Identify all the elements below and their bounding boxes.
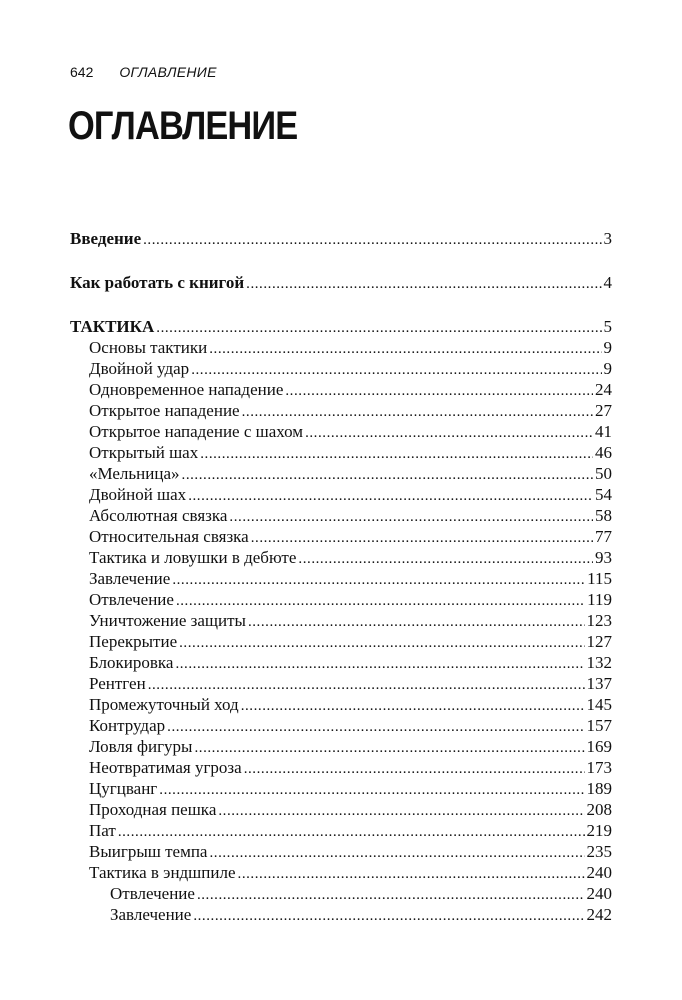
toc-entry-page: 115 — [587, 569, 612, 588]
toc-entry-title: Введение — [70, 229, 142, 248]
toc-tactics-section — [70, 317, 612, 926]
toc-leader-dots — [248, 611, 585, 632]
toc-entry-title: Пат — [89, 821, 116, 840]
toc-entry-page: 123 — [586, 611, 612, 630]
toc-entry-title: Отвлечение — [89, 590, 174, 609]
toc-leader-dots — [175, 653, 584, 674]
toc-leader-dots — [118, 821, 585, 842]
toc-entry[interactable] — [70, 863, 612, 884]
page-title: ОГЛАВЛЕНИЕ — [68, 104, 298, 148]
toc-leader-dots — [179, 632, 584, 653]
toc-entry[interactable] — [70, 674, 612, 695]
toc-entry[interactable] — [70, 632, 612, 653]
toc-leader-dots — [156, 317, 601, 338]
toc-entry-title: Открытое нападение с шахом — [89, 422, 304, 441]
toc-entry-title: Двойной удар — [89, 359, 190, 378]
toc-entry-page: 208 — [586, 800, 612, 819]
toc-entry[interactable] — [70, 611, 612, 632]
toc-entry[interactable] — [70, 443, 612, 464]
toc-entry-title: «Мельница» — [89, 464, 180, 483]
toc-entry-title: Проходная пешка — [89, 800, 217, 819]
toc-entry-title: Ловля фигуры — [89, 737, 193, 756]
toc-entry-title: Основы тактики — [89, 338, 208, 357]
toc-entry-page: 240 — [586, 884, 612, 903]
toc-entry-page: 50 — [595, 464, 612, 483]
toc-leader-dots — [143, 229, 601, 250]
toc-leader-dots — [242, 401, 593, 422]
toc-entry-title: Тактика и ловушки в дебюте — [89, 548, 297, 567]
toc-entry-title: Одновременное нападение — [89, 380, 284, 399]
toc-entry[interactable] — [70, 695, 612, 716]
toc-leader-dots — [229, 506, 593, 527]
toc-entry[interactable] — [70, 401, 612, 422]
toc-entry[interactable] — [70, 905, 612, 926]
toc-entry-page: 4 — [603, 273, 612, 292]
toc-entry-page: 235 — [586, 842, 612, 861]
toc-tactics-list — [70, 338, 612, 884]
toc-entry[interactable] — [70, 506, 612, 527]
toc-entry-page: 173 — [586, 758, 612, 777]
toc-entry-page: 93 — [595, 548, 612, 567]
toc-entry-page: 24 — [595, 380, 612, 399]
toc-entry-title: Рентген — [89, 674, 146, 693]
toc-entry-title: Неотвратимая угроза — [89, 758, 242, 777]
toc-entry-title: Выигрыш темпа — [89, 842, 208, 861]
toc-entry-title: Перекрытие — [89, 632, 178, 651]
toc-entry-page: 5 — [603, 317, 612, 336]
toc-entry-title: Контрудар — [89, 716, 166, 735]
toc-entry-page: 27 — [595, 401, 612, 420]
toc-entry-how-to[interactable] — [70, 273, 612, 294]
toc-entry-page: 145 — [586, 695, 612, 714]
toc-how-to — [70, 273, 612, 294]
toc-leader-dots — [285, 380, 593, 401]
toc-entry-page: 219 — [586, 821, 612, 840]
toc-leader-dots — [246, 273, 601, 294]
toc-entry[interactable] — [70, 716, 612, 737]
toc-entry[interactable] — [70, 422, 612, 443]
toc-entry-title: Открытый шах — [89, 443, 199, 462]
toc-entry[interactable] — [70, 800, 612, 821]
running-head — [70, 64, 217, 80]
toc-entry[interactable] — [70, 779, 612, 800]
toc-entry-page: 9 — [603, 359, 612, 378]
toc-entry-title: Тактика в эндшпиле — [89, 863, 236, 882]
toc-leader-dots — [188, 485, 593, 506]
toc-leader-dots — [159, 779, 584, 800]
toc-entry-title: Абсолютная связка — [89, 506, 228, 525]
toc-entry-tactics[interactable] — [70, 317, 612, 338]
toc-entry[interactable] — [70, 821, 612, 842]
toc-entry-title: Завлечение — [89, 569, 171, 588]
toc-entry[interactable] — [70, 884, 612, 905]
toc-leader-dots — [209, 842, 584, 863]
running-section-title: ОГЛАВЛЕНИЕ — [119, 64, 217, 80]
toc-entry[interactable] — [70, 527, 612, 548]
toc-entry-page: 242 — [586, 905, 612, 924]
toc-entry-page: 119 — [587, 590, 612, 609]
toc-entry-page: 3 — [603, 229, 612, 248]
toc-entry-title: Промежуточный ход — [89, 695, 239, 714]
toc-leader-dots — [200, 443, 593, 464]
toc-entry-page: 240 — [586, 863, 612, 882]
toc-entry-page: 58 — [595, 506, 612, 525]
toc-leader-dots — [167, 716, 584, 737]
toc-leader-dots — [148, 674, 585, 695]
page-number: 642 — [70, 64, 94, 80]
toc-leader-dots — [305, 422, 593, 443]
toc-leader-dots — [193, 905, 584, 926]
toc-entry-page: 189 — [586, 779, 612, 798]
toc-leader-dots — [194, 737, 584, 758]
toc-entry-page: 157 — [586, 716, 612, 735]
toc-leader-dots — [251, 527, 593, 548]
toc-entry-page: 77 — [595, 527, 612, 546]
toc-entry[interactable] — [70, 485, 612, 506]
toc-leader-dots — [218, 800, 584, 821]
toc-entry[interactable] — [70, 758, 612, 779]
toc-intro — [70, 229, 612, 250]
toc-entry-title: Открытое нападение — [89, 401, 240, 420]
toc-entry-page: 9 — [603, 338, 612, 357]
toc-entry-title: Цугцванг — [89, 779, 158, 798]
toc-entry-title: Относительная связка — [89, 527, 249, 546]
toc-entry[interactable] — [70, 590, 612, 611]
toc-leader-dots — [241, 695, 585, 716]
toc-entry[interactable] — [70, 464, 612, 485]
toc-entry[interactable] — [70, 737, 612, 758]
toc-entry-intro[interactable] — [70, 229, 612, 250]
toc-entry[interactable] — [70, 548, 612, 569]
toc-entry-page: 54 — [595, 485, 612, 504]
toc-entry[interactable] — [70, 653, 612, 674]
toc-entry[interactable] — [70, 380, 612, 401]
toc-leader-dots — [182, 464, 593, 485]
toc-leader-dots — [172, 569, 585, 590]
toc-leader-dots — [298, 548, 593, 569]
toc-entry-title: Завлечение — [110, 905, 192, 924]
toc-leader-dots — [238, 863, 585, 884]
toc-entry[interactable] — [70, 842, 612, 863]
toc-entry-page: 41 — [595, 422, 612, 441]
toc-entry-page: 132 — [586, 653, 612, 672]
toc-leader-dots — [176, 590, 585, 611]
toc-leader-dots — [244, 758, 585, 779]
toc-leader-dots — [209, 338, 601, 359]
toc-entry-title: Блокировка — [89, 653, 174, 672]
toc-entry-page: 46 — [595, 443, 612, 462]
toc-leader-dots — [197, 884, 585, 905]
toc-entry-title: Отвлечение — [110, 884, 195, 903]
toc-endgame-list — [70, 884, 612, 926]
toc-entry-page: 169 — [586, 737, 612, 756]
toc-entry-title: Двойной шах — [89, 485, 187, 504]
toc-entry-page: 127 — [586, 632, 612, 651]
toc-leader-dots — [191, 359, 601, 380]
toc-entry-page: 137 — [586, 674, 612, 693]
toc-entry[interactable] — [70, 338, 612, 359]
toc-entry[interactable] — [70, 569, 612, 590]
toc-entry-title: Уничтожение защиты — [89, 611, 246, 630]
toc-entry-title: ТАКТИКА — [70, 317, 155, 336]
toc-entry[interactable] — [70, 359, 612, 380]
toc-entry-title: Как работать с книгой — [70, 273, 245, 292]
